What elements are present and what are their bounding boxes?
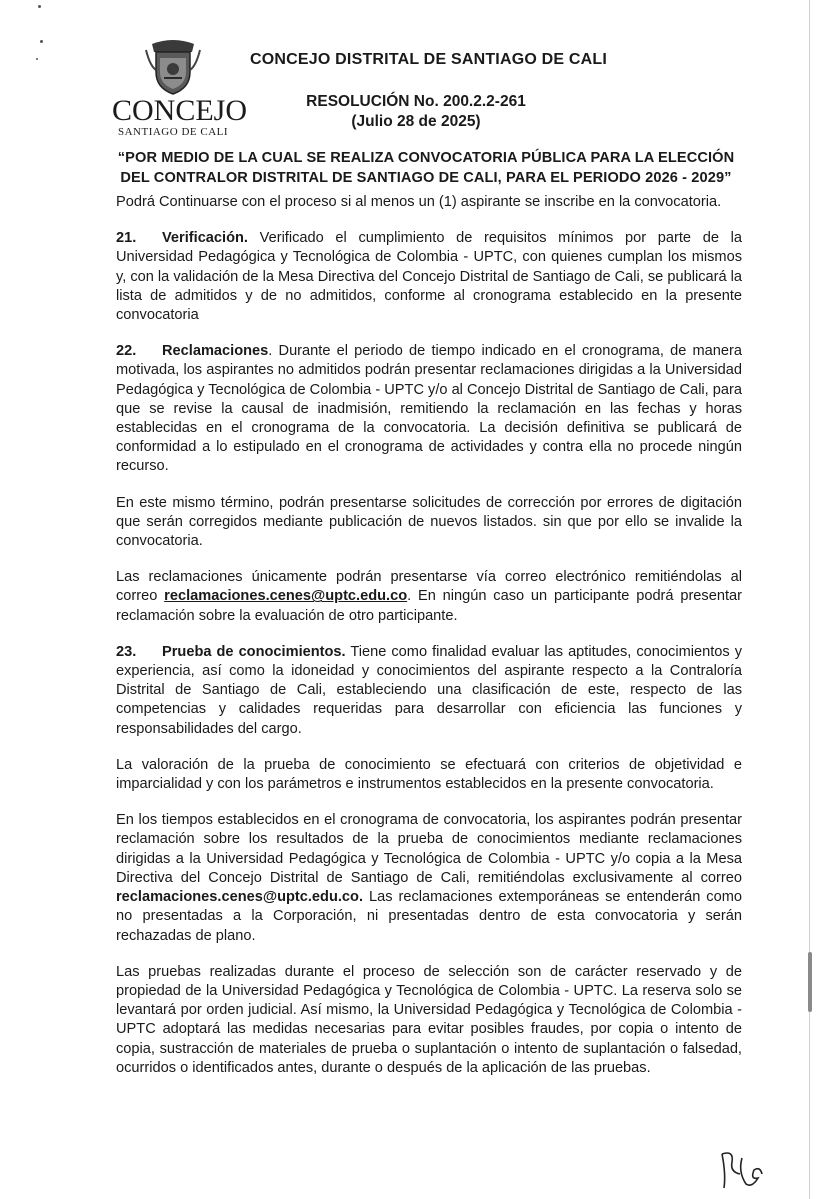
section-heading: Prueba de conocimientos. bbox=[162, 643, 346, 660]
section-number: 23. bbox=[116, 643, 137, 660]
document-title: “POR MEDIO DE LA CUAL SE REALIZA CONVOCATORIA PÚBLICA PARA LA ELECCIÓN DEL CONTRALOR DISTRITAL DE SANTIAGO DE CALI, PARA EL PERIODO 2026 - 2029” bbox=[117, 150, 735, 186]
resolution-date: (Julio 28 de 2025) bbox=[351, 113, 481, 130]
scrollbar-thumb[interactable] bbox=[808, 952, 812, 1012]
section-22 bbox=[116, 342, 742, 476]
section-heading: Reclamaciones bbox=[162, 343, 269, 360]
council-name: CONCEJO DISTRITAL DE SANTIAGO DE CALI bbox=[250, 51, 608, 68]
document-body bbox=[116, 193, 742, 1095]
signature-initials-icon bbox=[712, 1144, 772, 1192]
email-link[interactable]: reclamaciones.cenes@uptc.edu.co. bbox=[116, 889, 364, 906]
logo-wordmark: CONCEJO bbox=[112, 94, 248, 127]
section-22-paragraph-2: En este mismo término, podrán presentarse solicitudes de corrección por errores de digitación que serán corregidos mediante publicación de nuevos listados. sin que por ello se invalide la convocatoria. bbox=[116, 494, 742, 550]
scan-speck bbox=[36, 58, 38, 60]
scan-speck bbox=[38, 5, 41, 8]
scan-speck bbox=[40, 40, 43, 43]
section-heading: Verificación. bbox=[162, 230, 248, 247]
paragraph-text: . En ningún caso un participante podrá presentar reclamación sobre la evaluación de otro participante. bbox=[116, 588, 742, 624]
section-number: 21. bbox=[116, 230, 137, 247]
paragraph-text: En los tiempos establecidos en el cronograma de convocatoria, los aspirantes podrán presentar reclamación sobre los resultados de la prueba de conocimientos mediante reclamaciones dirigidas a la Universidad Pedagógica y Tecnológica de Colombia - UPTC y/o copia a la Mesa Directiva del Concejo Distrital de Santiago de Cali, remitiéndolas exclusivamente al correo bbox=[116, 812, 742, 886]
section-23-paragraph-3 bbox=[116, 811, 742, 945]
page-edge bbox=[809, 0, 810, 1199]
section-text: Verificado el cumplimiento de requisitos mínimos por parte de la Universidad Pedagógica y Tecnológica de Colombia - UPTC, con quienes cumplan los mismos y, con la validación de la Mesa Directiva del Concejo Distrital de Santiago de Cali, se publicará la lista de admitidos y de no admitidos, conforme al cronograma establecido en la presente convocatoria bbox=[116, 230, 742, 324]
section-23-paragraph-4: Las pruebas realizadas durante el proceso de selección son de carácter reservado y de propiedad de la Universidad Pedagógica y Tecnológica de Colombia - UPTC. La reserva solo se levantará por orden judicial. Así mismo, la Universidad Pedagógica y Tecnológica de Colombia - UPTC adoptará las medidas necesarias para evitar posibles fraudes, por copia o intento de copia, sustracción de materiales de prueba o suplantación o intento de suplantación o falsedad, ocurridos o identificados antes, durante o después de la aplicación de las pruebas. bbox=[116, 963, 742, 1076]
email-link[interactable]: reclamaciones.cenes@uptc.edu.co bbox=[164, 588, 408, 605]
section-text: Tiene como finalidad evaluar las aptitudes, conocimientos y experiencia, así como la idoneidad y conocimientos del aspirante respecto a la Contraloría Distrital de Santiago de Cali, estableciendo una clasificación de este, respecto de las competencias y calidades requeridas para desarrollar con eficiencia las funciones y responsabilidades del cargo. bbox=[116, 643, 742, 737]
logo-subtitle: SANTIAGO DE CALI bbox=[117, 126, 229, 138]
section-21 bbox=[116, 229, 742, 325]
paragraph-text: Las reclamaciones únicamente podrán presentarse vía correo electrónico remitiéndolas al correo bbox=[116, 569, 742, 605]
section-22-paragraph-3 bbox=[116, 568, 742, 626]
concejo-logo bbox=[112, 36, 248, 138]
section-number: 22. bbox=[116, 343, 137, 360]
coat-of-arms-icon bbox=[142, 36, 204, 96]
intro-paragraph: Podrá Continuarse con el proceso si al menos un (1) aspirante se inscribe en la convocatoria. bbox=[116, 194, 722, 210]
resolution-number: RESOLUCIÓN No. 200.2.2-261 bbox=[306, 93, 526, 110]
section-23-paragraph-2: La valoración de la prueba de conocimiento se efectuará con criterios de objetividad e imparcialidad y con los parámetros e instrumentos establecidos en la presente convocatoria. bbox=[116, 756, 742, 793]
paragraph-text: Las reclamaciones extemporáneas se entenderán como no presentadas a la Corporación, ni presentadas dentro de esta convocatoria y serán rechazadas de plano. bbox=[116, 889, 742, 944]
resolution-block bbox=[306, 92, 526, 132]
section-text: . Durante el periodo de tiempo indicado en el cronograma, de manera motivada, los aspirantes no admitidos podrán presentar reclamaciones dirigidas a la Universidad Pedagógica y Tecnológica de Colombia - UPTC y/o al Concejo Distrital de Santiago de Cali, para que se revise la causal de inadmisión, remitiendo la reclamación en las fechas y horas establecidas en el cronograma de la convocatoria. La decisión definitiva se publicará de conformidad a lo estipulado en el cronograma de actividades y contra ella no procede ningún recurso. bbox=[116, 343, 742, 475]
section-23 bbox=[116, 643, 742, 739]
